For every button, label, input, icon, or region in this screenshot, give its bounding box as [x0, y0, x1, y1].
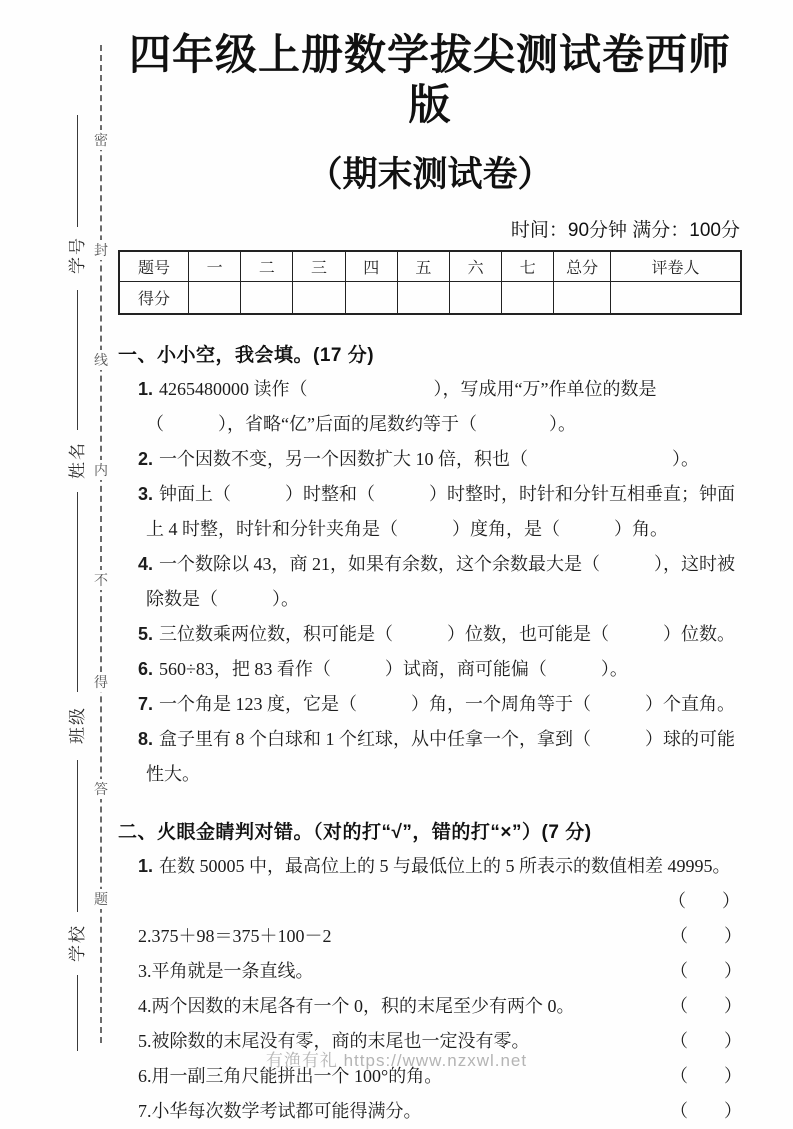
score-table	[118, 250, 742, 315]
class-blank-line	[77, 492, 78, 692]
judge-answer-blank-1: （ ）	[668, 890, 740, 911]
item-number: 4.	[138, 553, 154, 574]
item-number: 5.	[138, 623, 154, 644]
header-total: 总分	[554, 251, 611, 282]
fill-item-1	[138, 372, 742, 442]
seal-char: 得	[92, 672, 110, 692]
score-cell	[610, 281, 741, 314]
bottom-blank-line	[77, 975, 78, 1051]
item-number: 6.	[138, 658, 154, 679]
judge-answer-blank-3: （ ）	[670, 960, 742, 981]
item-number: 3.	[138, 483, 154, 504]
paper-content	[118, 30, 742, 1129]
item-text: 560÷83，把 83 看作（ ）试商，商可能偏（ ）。	[159, 658, 628, 679]
seal-char: 答	[92, 779, 110, 799]
header-q5: 五	[397, 251, 449, 282]
item-number: 8.	[138, 728, 154, 749]
item-text: 平角就是一条直线。	[151, 960, 314, 981]
seal-char: 密	[92, 130, 110, 150]
header-q4: 四	[345, 251, 397, 282]
fill-item-5	[138, 617, 742, 652]
item-text-wrap	[138, 989, 662, 1024]
page-subtitle: （期末测试卷）	[307, 154, 553, 194]
score-cell	[241, 281, 293, 314]
item-number: 2.	[138, 925, 152, 946]
header-marker: 评卷人	[610, 251, 741, 282]
judge-answer-blank-5: （ ）	[670, 1030, 742, 1051]
school-blank-line	[77, 760, 78, 912]
judge-answer-blank-2: （ ）	[670, 925, 742, 946]
item-number: 4.	[138, 995, 152, 1016]
item-text: 三位数乘两位数，积可能是（ ）位数，也可能是（ ）位数。	[159, 623, 736, 644]
item-text: 375＋98＝375＋100－2	[151, 925, 332, 946]
judge-answer-blank-6: （ ）	[670, 1065, 742, 1086]
student-id-label: 学号	[68, 236, 87, 274]
name-label: 姓名	[68, 441, 87, 479]
score-cell	[554, 281, 611, 314]
score-cell	[189, 281, 241, 314]
section-two-items	[138, 849, 742, 1129]
seal-char: 题	[92, 889, 110, 909]
section-two-heading: 二、火眼金睛判对错。（对的打“√”，错的打“×”）(7 分)	[118, 821, 592, 843]
judge-item-7	[138, 1094, 742, 1129]
item-text: 钟面上（ ）时整和（ ）时整时，时针和分针互相垂直；钟面上 4 时整，时针和分针夹角是（ ）度角，是（ ）角。	[146, 483, 736, 539]
item-number: 7.	[138, 1100, 152, 1121]
name-blank-line	[77, 290, 78, 430]
fill-item-2	[138, 442, 742, 477]
item-text-wrap	[138, 919, 662, 954]
score-cell	[397, 281, 449, 314]
fill-item-4	[138, 547, 742, 617]
item-text: 用一副三角尺能拼出一个 100°的角。	[151, 1065, 443, 1086]
school-label: 学校	[68, 924, 87, 962]
item-number: 2.	[138, 448, 154, 469]
item-number: 3.	[138, 960, 152, 981]
item-number: 5.	[138, 1030, 152, 1051]
header-q3: 三	[293, 251, 345, 282]
item-text: 一个角是 123 度，它是（ ）角，一个周角等于（ ）个直角。	[159, 693, 736, 714]
item-number: 6.	[138, 1065, 152, 1086]
judge-answer-blank-4: （ ）	[670, 995, 742, 1016]
page-title: 四年级上册数学拔尖测试卷西师版	[128, 31, 731, 129]
score-row-label: 得分	[119, 281, 189, 314]
item-text: 一个因数不变，另一个因数扩大 10 倍，积也（ ）。	[159, 448, 700, 469]
fill-item-8	[138, 722, 742, 792]
item-text: 一个数除以 43，商 21，如果有余数，这个余数最大是（ ），这时被除数是（ ）。	[146, 553, 736, 609]
judge-answer-blank-7: （ ）	[670, 1100, 742, 1121]
section-one-items	[138, 372, 742, 792]
judge-item-4	[138, 989, 742, 1024]
fill-item-6	[138, 652, 742, 687]
footer-watermark-link[interactable]: 有渔有礼 https://www.nzxwl.net	[265, 1051, 528, 1070]
section-one-heading: 一、小小空，我会填。(17 分)	[118, 344, 375, 366]
seal-char: 不	[92, 570, 110, 590]
score-table-score-row	[119, 281, 741, 314]
item-text: 4265480000 读作（ ），写成用“万”作单位的数是（ ），省略“亿”后面的尾数约等于（ ）。	[146, 378, 657, 434]
judge-item-1	[138, 849, 742, 884]
header-q7: 七	[502, 251, 554, 282]
fill-item-7	[138, 687, 742, 722]
seal-char: 内	[92, 460, 110, 480]
item-text: 小华每次数学考试都可能得满分。	[151, 1100, 422, 1121]
judge-item-3	[138, 954, 742, 989]
seal-char: 封	[92, 240, 110, 260]
judge-item-2	[138, 919, 742, 954]
item-text: 被除数的末尾没有零，商的末尾也一定没有零。	[151, 1030, 530, 1051]
header-q6: 六	[450, 251, 502, 282]
header-q2: 二	[241, 251, 293, 282]
student-id-blank-line	[77, 115, 78, 227]
item-number: 7.	[138, 693, 154, 714]
score-table-header-row	[119, 251, 741, 282]
class-label: 班级	[68, 706, 87, 744]
item-number: 1.	[138, 378, 154, 399]
item-text: 两个因数的末尾各有一个 0，积的末尾至少有两个 0。	[151, 995, 575, 1016]
score-cell	[345, 281, 397, 314]
item-text: 盒子里有 8 个白球和 1 个红球，从中任拿一个，拿到（ ）球的可能性大。	[146, 728, 736, 784]
item-text-wrap	[138, 1094, 662, 1129]
fill-item-3	[138, 477, 742, 547]
item-text: 在数 50005 中，最高位上的 5 与最低位上的 5 所表示的数值相差 49995。	[159, 855, 731, 876]
time-and-score-info: 时间：90分钟 满分：100分	[510, 219, 740, 241]
score-cell	[502, 281, 554, 314]
item-number: 1.	[138, 855, 154, 876]
score-cell	[450, 281, 502, 314]
header-question-number: 题号	[119, 251, 189, 282]
item-text-wrap	[138, 954, 662, 989]
score-cell	[293, 281, 345, 314]
seal-char: 线	[92, 350, 110, 370]
header-q1: 一	[189, 251, 241, 282]
